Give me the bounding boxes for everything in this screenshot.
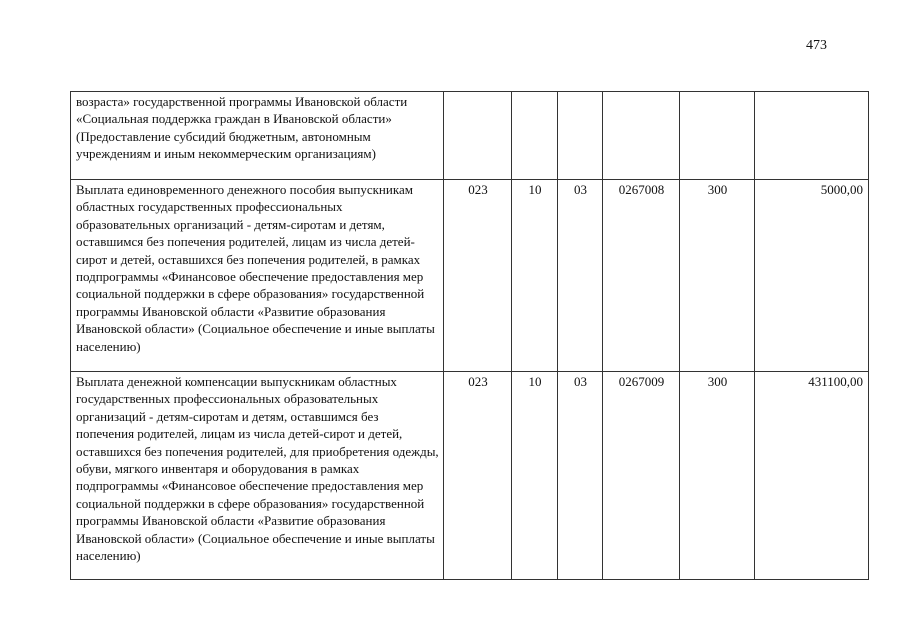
expense-description: Выплата денежной компенсации выпускникам областных государственных профессиональных образовательных организаций - детям-сиротам и детям, оставшимся без попечения родителей, лицам из числа детей-сирот и детей, оставшихся без попечения родителей, для приобретения одежды, обуви, мягкого инвентаря и оборудования в рамках подпрограммы «Финансовое обеспечение предоставления мер социальной поддержки в сфере образования» государственной программы Ивановской области «Развитие образования Ивановской области» (Социальное обеспечение и иные выплаты населению) [71,372,444,580]
section-code [512,92,558,180]
amount [755,92,869,180]
ministry-code: 023 [444,372,512,580]
subsection-code: 03 [558,180,603,372]
expense-description: возраста» государственной программы Ивановской области «Социальная поддержка граждан в Ивановской области» (Предоставление субсидий бюджетным, автономным учреждениям и иным некоммерческим организациям) [71,92,444,180]
expense-type-code: 300 [680,180,755,372]
budget-table [70,91,869,580]
section-code: 10 [512,180,558,372]
target-article-code: 0267008 [603,180,680,372]
ministry-code: 023 [444,180,512,372]
target-article-code [603,92,680,180]
subsection-code [558,92,603,180]
ministry-code [444,92,512,180]
page-number: 473 [806,38,827,53]
expense-type-code: 300 [680,372,755,580]
table-row [71,92,869,180]
table-row [71,180,869,372]
expense-type-code [680,92,755,180]
amount: 5000,00 [755,180,869,372]
subsection-code: 03 [558,372,603,580]
amount: 431100,00 [755,372,869,580]
target-article-code: 0267009 [603,372,680,580]
table-row [71,372,869,580]
expense-description: Выплата единовременного денежного пособия выпускникам областных государственных профессиональных образовательных организаций - детям-сиротам и детям, оставшимся без попечения родителей, лицам из числа детей-сирот и детей, оставшихся без попечения родителей, в рамках подпрограммы «Финансовое обеспечение предоставления мер социальной поддержки в сфере образования» государственной программы Ивановской области «Развитие образования Ивановской области» (Социальное обеспечение и иные выплаты населению) [71,180,444,372]
section-code: 10 [512,372,558,580]
